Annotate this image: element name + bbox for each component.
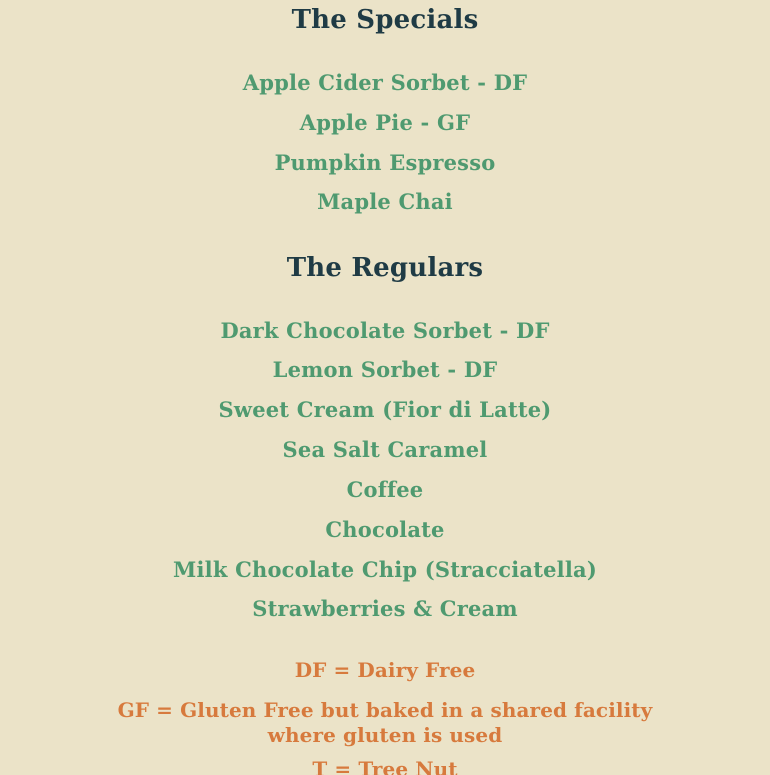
special-item-pumpkin-espresso: Pumpkin Espresso xyxy=(274,150,496,175)
regular-item-sweet-cream: Sweet Cream (Fior di Latte) xyxy=(218,397,552,422)
special-item-maple-chai: Maple Chai xyxy=(317,189,453,214)
regular-item-dark-chocolate-sorbet: Dark Chocolate Sorbet - DF xyxy=(220,318,550,343)
specials-heading: The Specials xyxy=(291,5,479,35)
regular-item-stracciatella: Milk Chocolate Chip (Stracciatella) xyxy=(173,557,597,582)
legend-tree-nut: T = Tree Nut xyxy=(312,757,458,775)
legend-dairy-free: DF = Dairy Free xyxy=(294,658,476,682)
special-item-apple-pie: Apple Pie - GF xyxy=(299,110,471,135)
regulars-heading: The Regulars xyxy=(286,253,484,283)
regular-item-coffee: Coffee xyxy=(346,477,424,502)
regular-item-strawberries-cream: Strawberries & Cream xyxy=(252,596,518,621)
special-item-apple-cider-sorbet: Apple Cider Sorbet - DF xyxy=(242,70,528,95)
regular-item-chocolate: Chocolate xyxy=(325,517,445,542)
regular-item-lemon-sorbet: Lemon Sorbet - DF xyxy=(272,357,498,382)
regular-item-sea-salt-caramel: Sea Salt Caramel xyxy=(282,437,488,462)
legend-gluten-free: GF = Gluten Free but baked in a shared facility where gluten is used xyxy=(117,698,653,747)
